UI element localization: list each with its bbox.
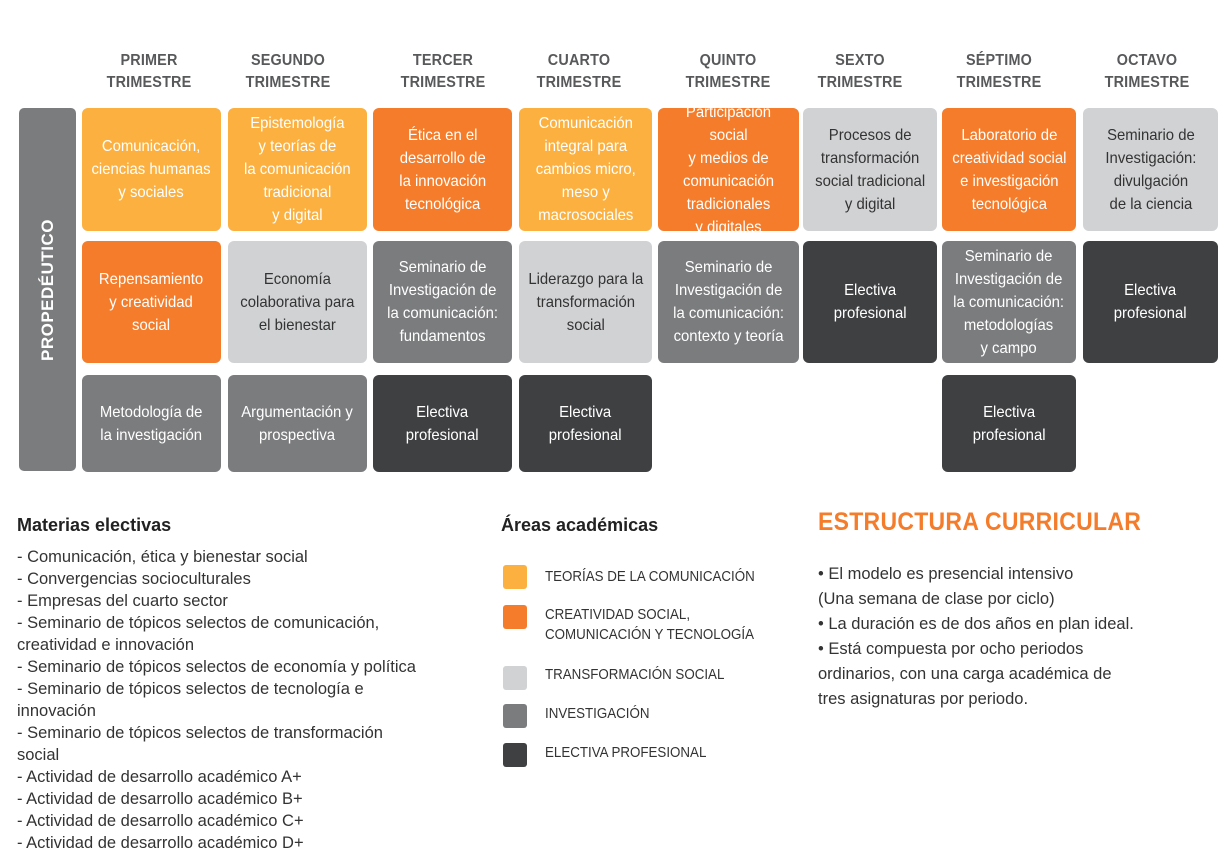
- area-label-transformacion: TRANSFORMACIÓN SOCIAL: [545, 667, 725, 683]
- course-card: [373, 241, 512, 363]
- term-header-line: TRIMESTRE: [817, 74, 903, 91]
- course-card: [82, 108, 221, 231]
- structure-list: [818, 562, 1208, 712]
- structure-item: • El modelo es presencial intensivo (Una semana de clase por ciclo): [818, 565, 1074, 608]
- structure-item: • La duración es de dos años en plan ideal.: [818, 615, 1134, 633]
- course-name: Seminario de Investigación: divulgación de la ciencia: [1105, 126, 1196, 213]
- term-header-line: SEXTO: [835, 52, 885, 69]
- elective-item: - Seminario de tópicos selectos de tecnología e innovación: [17, 680, 364, 720]
- elective-item: - Empresas del cuarto sector: [17, 592, 228, 610]
- areas-title: Áreas académicas: [501, 515, 659, 535]
- elective-item: - Seminario de tópicos selectos de comunicación, creatividad e innovación: [17, 614, 380, 654]
- course-name: Epistemología y teorías de la comunicación tradicional y digital: [244, 115, 351, 224]
- term-header-2: [225, 50, 351, 94]
- elective-item: - Actividad de desarrollo académico B+: [17, 790, 303, 808]
- course-name: Electiva profesional: [406, 403, 479, 444]
- term-header-line: CUARTO: [547, 52, 611, 69]
- course-card: [942, 108, 1076, 231]
- term-header-7: [936, 50, 1062, 94]
- electives-list: [17, 546, 477, 854]
- area-label-investigacion: INVESTIGACIÓN: [545, 706, 650, 722]
- term-header-6: [797, 50, 923, 94]
- term-header-line: QUINTO: [699, 52, 757, 69]
- course-card: [942, 375, 1076, 472]
- elective-item: - Comunicación, ética y bienestar social: [17, 548, 308, 566]
- term-header-line: TRIMESTRE: [536, 74, 622, 91]
- course-card: [1083, 241, 1218, 363]
- term-header-line: TRIMESTRE: [1104, 74, 1190, 91]
- course-name: Repensamiento y creatividad social: [99, 270, 204, 334]
- course-name: Electiva profesional: [1114, 282, 1187, 322]
- course-name: Argumentación y prospectiva: [241, 403, 354, 444]
- term-header-4: [516, 50, 642, 94]
- course-name: Ética en el desarrollo de la innovación tecnológica: [399, 126, 486, 213]
- course-card: [373, 108, 512, 231]
- term-header-3: [380, 50, 506, 94]
- area-label-teorias: TEORÍAS DE LA COMUNICACIÓN: [545, 569, 755, 585]
- course-card: [658, 103, 799, 236]
- term-header-1: [86, 50, 212, 94]
- electives-title: Materias electivas: [17, 515, 172, 535]
- elective-item: - Seminario de tópicos selectos de economía y política: [17, 658, 416, 676]
- term-header-line: PRIMER: [120, 52, 178, 69]
- course-card: [803, 241, 937, 363]
- term-header-line: TRIMESTRE: [956, 74, 1042, 91]
- area-label-electiva: ELECTIVA PROFESIONAL: [545, 745, 707, 761]
- course-card: [373, 375, 512, 472]
- elective-item: - Actividad de desarrollo académico D+: [17, 834, 304, 852]
- course-card: [519, 241, 652, 363]
- area-swatch-teorias: [503, 565, 527, 589]
- course-card: [82, 375, 221, 472]
- course-card: [1083, 108, 1218, 231]
- course-name: Laboratorio de creatividad social e investigación tecnológica: [951, 126, 1067, 213]
- course-name: Seminario de Investigación de la comunicación: metodologías y campo: [953, 247, 1065, 357]
- area-swatch-transformacion: [503, 666, 527, 690]
- course-card: [519, 375, 652, 472]
- area-swatch-investigacion: [503, 704, 527, 728]
- term-header-5: [665, 50, 791, 94]
- elective-item: - Seminario de tópicos selectos de transformación social: [17, 724, 383, 764]
- term-header-line: OCTAVO: [1116, 52, 1178, 69]
- course-name: Participación social y medios de comunicación tradicionales y digitales: [683, 103, 774, 236]
- course-card: [228, 108, 367, 231]
- course-name: Comunicación, ciencias humanas y sociales: [91, 138, 212, 201]
- elective-item: - Actividad de desarrollo académico A+: [17, 768, 302, 786]
- course-name: Electiva profesional: [549, 403, 622, 444]
- term-header-8: [1084, 50, 1210, 94]
- area-swatch-electiva: [503, 743, 527, 767]
- course-name: Electiva profesional: [833, 282, 907, 322]
- course-name: Seminario de Investigación de la comunicación: fundamentos: [387, 259, 498, 345]
- structure-title: ESTRUCTURA CURRICULAR: [818, 508, 1142, 536]
- course-name: Seminario de Investigación de la comunicación: contexto y teoría: [673, 259, 784, 345]
- elective-item: - Convergencias socioculturales: [17, 570, 251, 588]
- course-card: [519, 108, 652, 231]
- course-name: Electiva profesional: [972, 403, 1046, 444]
- course-card: [658, 241, 799, 363]
- propedeutico-bar: [19, 108, 76, 471]
- course-card: [228, 375, 367, 472]
- term-header-line: TRIMESTRE: [685, 74, 771, 91]
- term-header-line: TRIMESTRE: [106, 74, 192, 91]
- structure-item: • Está compuesta por ocho periodos ordinarios, con una carga académica de tres asignaturas por periodo.: [818, 640, 1112, 708]
- course-card: [228, 241, 367, 363]
- area-swatch-creatividad: [503, 605, 527, 629]
- course-card: [82, 241, 221, 363]
- term-header-line: SEGUNDO: [250, 52, 326, 69]
- term-header-line: TERCER: [412, 52, 474, 69]
- term-header-line: TRIMESTRE: [400, 74, 486, 91]
- course-name: Metodología de la investigación: [100, 403, 203, 444]
- area-label-creatividad: CREATIVIDAD SOCIAL, COMUNICACIÓN Y TECNOLOGÍA: [545, 607, 755, 643]
- course-card: [942, 241, 1076, 363]
- course-name: Economía colaborativa para el bienestar: [240, 270, 355, 334]
- term-header-line: TRIMESTRE: [245, 74, 331, 91]
- course-name: Procesos de transformación social tradicional y digital: [814, 126, 926, 213]
- course-name: Comunicación integral para cambios micro, meso y macrosociales: [535, 115, 636, 224]
- elective-item: - Actividad de desarrollo académico C+: [17, 812, 304, 830]
- term-header-line: SÉPTIMO: [965, 52, 1033, 69]
- course-name: Liderazgo para la transformación social: [527, 270, 643, 334]
- propedeutico-label: PROPEDÉUTICO: [37, 218, 57, 361]
- course-card: [803, 108, 937, 231]
